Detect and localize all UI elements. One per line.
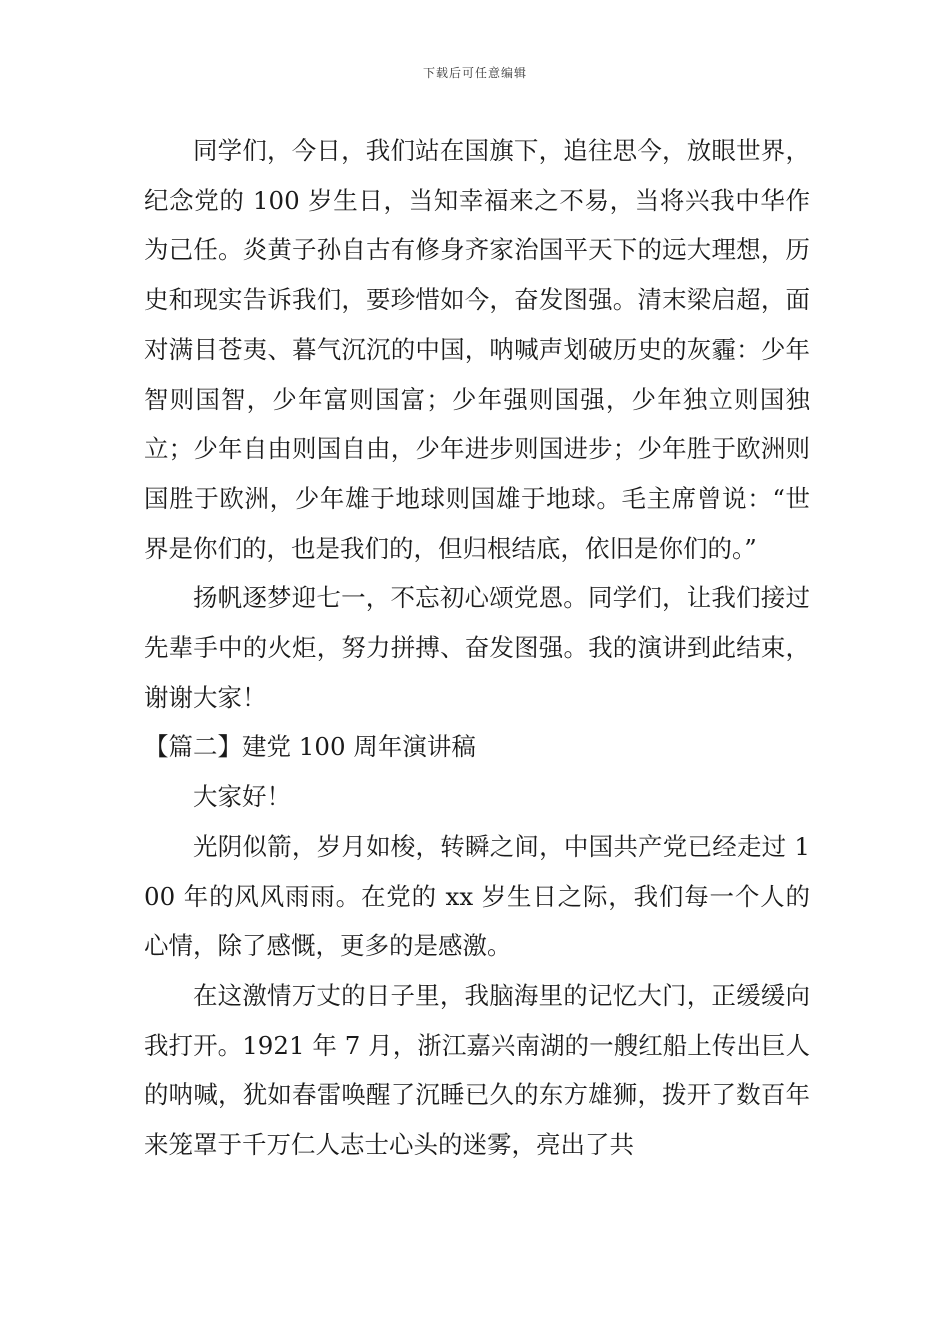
paragraph-greeting: 大家好！: [193, 782, 291, 812]
paragraph-1: 同学们，今日，我们站在国旗下，追往思今，放眼世界，纪念党的 100 岁生日，当知幸福来之不易，当将兴我中华作为己任。炎黄子孙自古有修身齐家治国平天下的远大理想，历史和现实告诉我们，要珍惜如今，奋发图强。清末梁启超，面对满目苍夷、暮气沉沉的中国，呐喊声划破历史的灰霾：少年智则国智，少年富则国富；少年强则国强，少年独立则国独立；少年自由则国自由，少年进步则国进步；少年胜于欧洲则国胜于欧洲，少年雄于地球则国雄于地球。毛主席曾说：“世界是你们的，也是我们的，但归根结底，依旧是你们的。”: [144, 136, 810, 563]
section-heading: 【篇二】建党 100 周年演讲稿: [144, 732, 476, 762]
document-body: [144, 126, 810, 1170]
page-header: 下载后可任意编辑: [422, 66, 527, 80]
paragraph-3: 光阴似箭，岁月如梭，转瞬之间，中国共产党已经走过 100 年的风风雨雨。在党的 xx 岁生日之际，我们每一个人的心情，除了感慨，更多的是感激。: [144, 831, 810, 961]
paragraph-2: 扬帆逐梦迎七一，不忘初心颂党恩。同学们，让我们接过先辈手中的火炬，努力拼搏、奋发图强。我的演讲到此结束，谢谢大家！: [144, 583, 810, 712]
paragraph-4: 在这激情万丈的日子里，我脑海里的记忆大门，正缓缓向我打开。1921 年 7 月，浙江嘉兴南湖的一艘红船上传出巨人的呐喊，犹如春雷唤醒了沉睡已久的东方雄狮，拨开了数百年来笼罩于千万仁人志士心头的迷雾，亮出了共: [144, 980, 810, 1160]
